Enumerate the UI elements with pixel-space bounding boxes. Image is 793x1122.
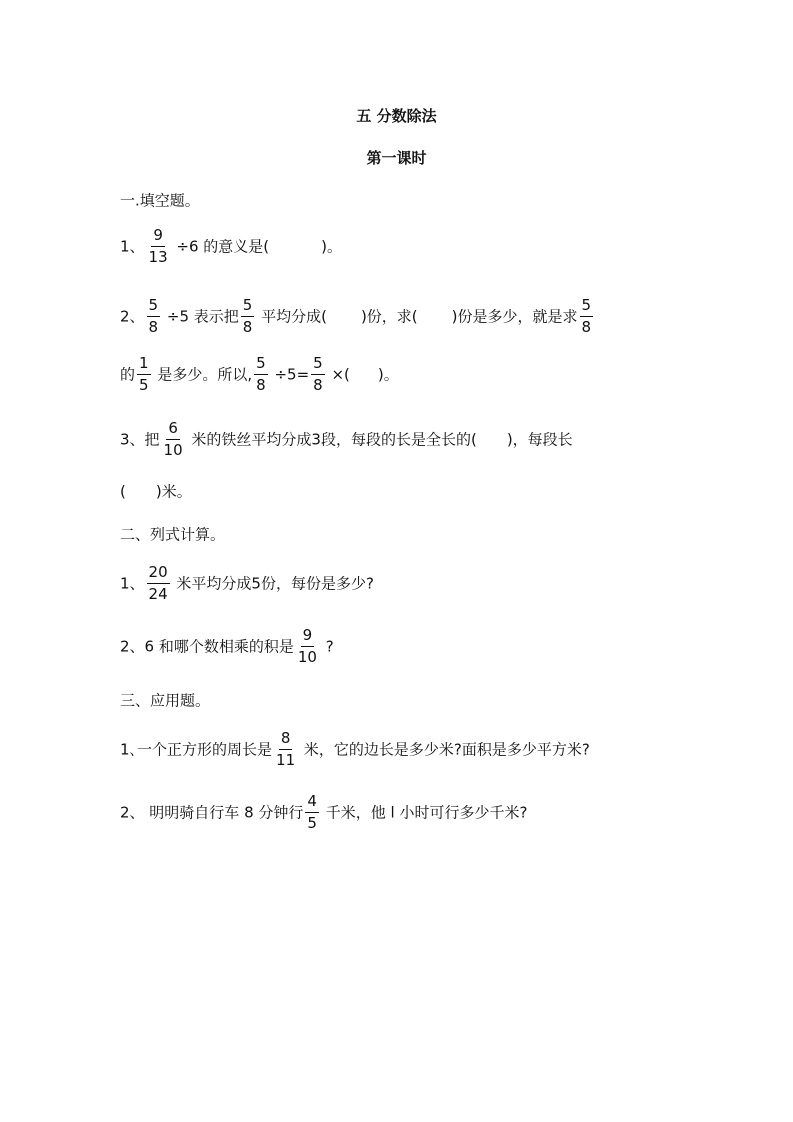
question-number: 1、	[120, 237, 145, 256]
fraction: $\frac{5}{8}$	[242, 296, 253, 336]
fraction: $\frac{8}{11}$	[276, 729, 296, 769]
fraction: $\frac{9}{13}$	[148, 226, 168, 266]
question-1-1: 1、 $\frac{9}{13}$ ÷6 的意义是( )。	[120, 226, 343, 266]
section-heading-application: 三、应用题。	[120, 691, 211, 710]
question-2-2: 2、6 和哪个数相乘的积是 $\frac{9}{10}$ ?	[120, 626, 334, 666]
fraction: $\frac{5}{8}$	[256, 354, 266, 394]
question-number: 1、	[120, 574, 145, 593]
question-1-3: 3、把 $\frac{6}{10}$ 米的铁丝平均分成3段，每段的长是全长的( )，每段长	[120, 419, 573, 459]
question-2-1: 1、 $\frac{20}{24}$ 米平均分成5份，每份是多少?	[120, 563, 374, 603]
question-1-2-continued: 的 $\frac{1}{5}$ 是多少。所以, $\frac{5}{8}$ ÷5= $\frac{5}{8}$ ×( )。	[120, 354, 399, 394]
fraction: $\frac{6}{10}$	[163, 419, 183, 459]
fraction: $\frac{9}{10}$	[297, 626, 317, 666]
section-heading-calculation: 二、列式计算。	[120, 525, 226, 544]
fraction: $\frac{5}{8}$	[581, 296, 592, 336]
question-3-1: 1､一个正方形的周长是 $\frac{8}{11}$ 米，它的边长是多少米?面积是多少平方米?	[120, 729, 590, 769]
fraction: $\frac{1}{5}$	[139, 354, 149, 394]
lesson-subtitle: 第一课时	[366, 149, 427, 167]
fraction: $\frac{5}{8}$	[313, 354, 323, 394]
page-title: 五 分数除法	[356, 107, 437, 125]
question-number: 3、把	[120, 430, 160, 449]
question-number: 2、	[120, 307, 145, 326]
fraction: $\frac{5}{8}$	[148, 296, 159, 336]
question-1-2: 2、 $\frac{5}{8}$ ÷5 表示把 $\frac{5}{8}$ 平均分成( )份，求( )份是多少，就是求 $\frac{5}{8}$	[120, 296, 592, 336]
section-heading-fill-blank: 一.填空题。	[120, 191, 200, 210]
fraction: $\frac{4}{5}$	[307, 792, 317, 832]
fraction: $\frac{20}{24}$	[148, 563, 168, 603]
question-3-2: 2、 明明骑自行车 8 分钟行 $\frac{4}{5}$ 千米，他 l 小时可行多少千米?	[120, 792, 528, 832]
question-1-3-continued: ( )米。	[120, 482, 192, 501]
